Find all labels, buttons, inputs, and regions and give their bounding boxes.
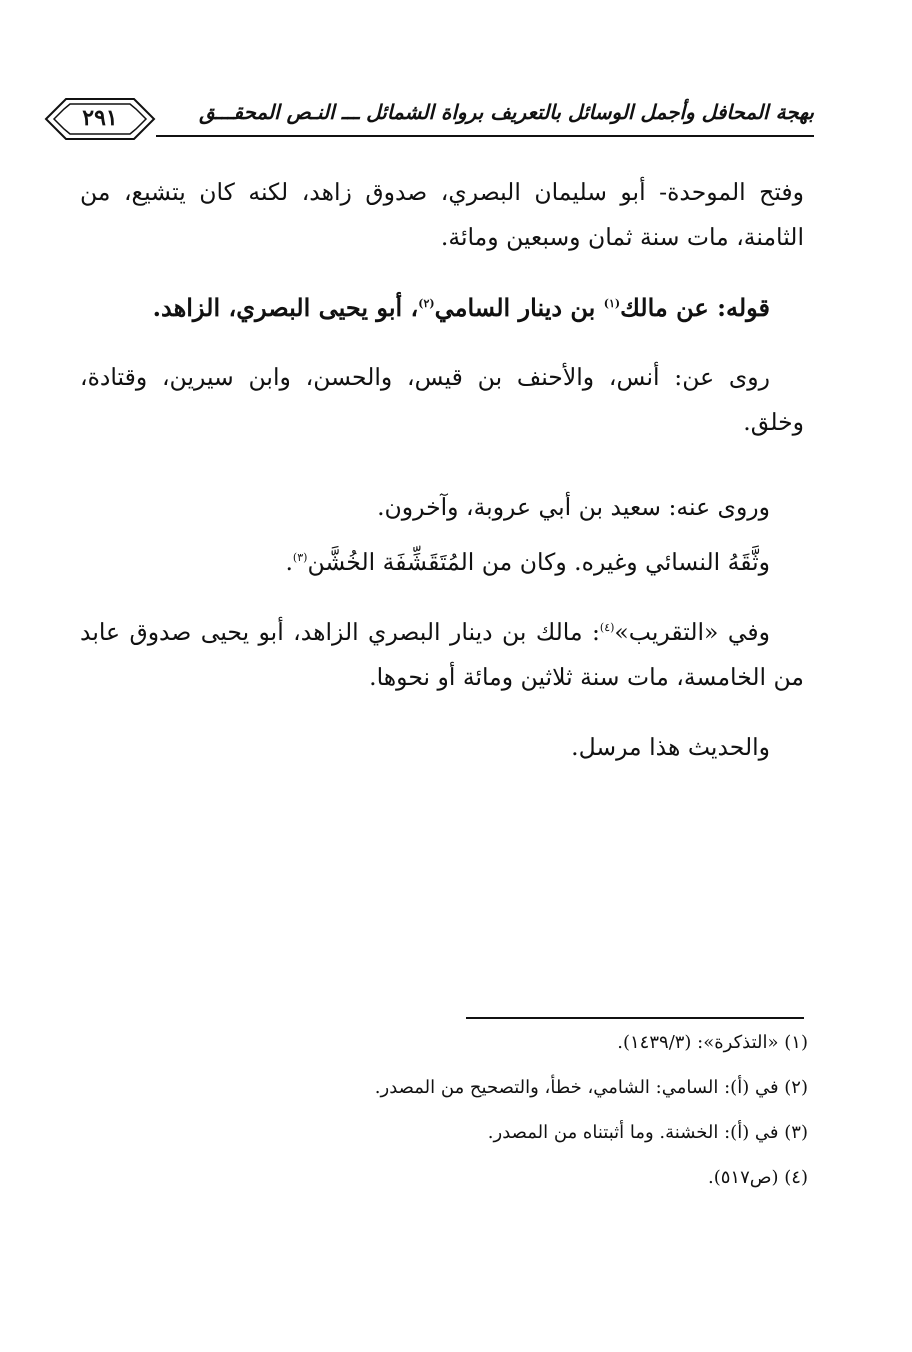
footnote-1: (١) «التذكرة»: (١٤٣٩/٣).	[617, 1032, 808, 1053]
footnote-2: (٢) في (أ): السامي: الشامي، خطأ، والتصحيح من المصدر.	[374, 1077, 808, 1098]
narrated-by-paragraph: وروى عنه: سعيد بن أبي عروبة، وآخرون.	[377, 493, 770, 521]
running-header	[44, 96, 814, 142]
page-number-badge	[44, 96, 156, 142]
taqrib-part-1: وفي «التقريب»	[614, 618, 770, 646]
running-title: بهجة المحافل وأجمل الوسائل بالتعريف برواة الشمائل ـــ النـص المحقـــق	[199, 100, 814, 124]
heading-part-2: بن دينار السامي	[434, 293, 604, 322]
footnote-ref-4: (٤)	[599, 621, 615, 635]
footnote-separator	[466, 1017, 804, 1019]
footnote-ref-3: (٣)	[292, 551, 308, 565]
heading-part-3: ، أبو يحيى البصري، الزاهد.	[152, 293, 419, 322]
closing-paragraph: والحديث هذا مرسل.	[571, 733, 770, 761]
authentication-end: .	[285, 548, 293, 576]
entry-heading	[80, 285, 804, 330]
footnote-ref-1: (١)	[603, 297, 621, 310]
footnotes	[80, 1030, 808, 1210]
authentication-text: وثَّقَهُ النسائي وغيره. وكان من المُتَقَشِّفَة الخُشَّن	[307, 548, 770, 576]
heading-part-1: قوله: عن مالك	[620, 293, 770, 322]
footnote-3: (٣) في (أ): الخشنة. وما أثبتناه من المصدر.	[487, 1122, 808, 1143]
page-number: ٢٩١	[82, 105, 118, 131]
narrated-from-paragraph: روى عن: أنس، والأحنف بن قيس، والحسن، وابن سيرين، وقتادة، وخلق.	[80, 363, 804, 436]
taqrib-part-2: : مالك بن دينار البصري الزاهد، أبو يحيى صدوق عابد من الخامسة، مات سنة ثلاثين ومائة أو نحوها.	[80, 618, 804, 691]
taqrib-paragraph	[80, 610, 804, 700]
header-rule	[156, 135, 814, 137]
footnote-4: (٤) (ص٥١٧).	[708, 1167, 808, 1188]
paragraph-continuation: وفتح الموحدة- أبو سليمان البصري، صدوق زاهد، لكنه كان يتشيع، من الثامنة، مات سنة ثمان وسبعين ومائة.	[80, 178, 804, 251]
authentication-paragraph	[80, 540, 804, 585]
main-text	[80, 170, 804, 795]
footnote-ref-2: (٢)	[418, 297, 435, 310]
